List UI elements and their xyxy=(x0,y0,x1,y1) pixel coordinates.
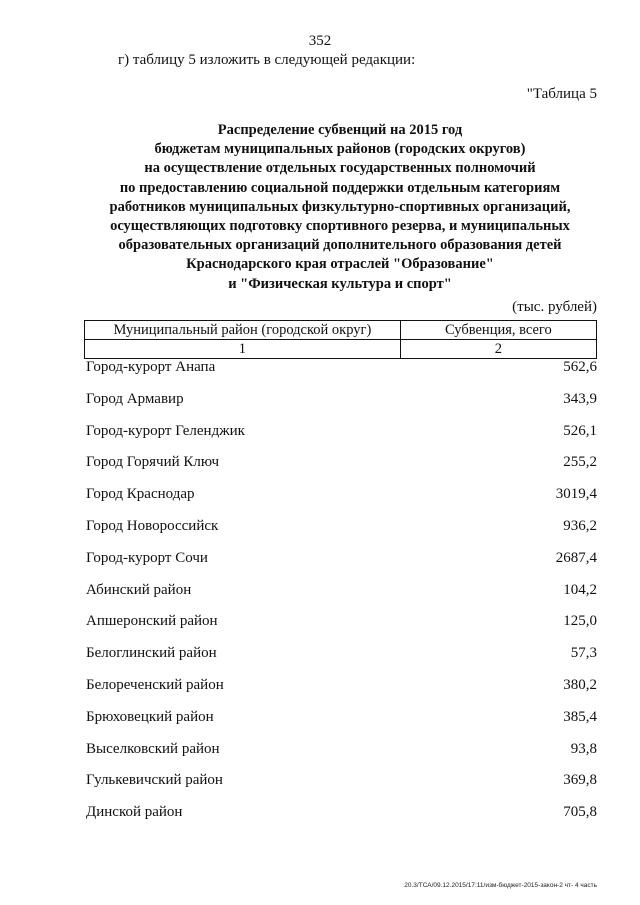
subvention-value: 380,2 xyxy=(563,676,597,693)
table-row xyxy=(84,772,597,804)
subvention-value: 255,2 xyxy=(563,454,597,471)
table-row xyxy=(84,423,597,455)
footer-stamp: 20.3/ТСА/09.12.2015/17:11/изм-бюджет-2015-закон-2 чт- 4 часть xyxy=(404,882,597,889)
table-row xyxy=(84,518,597,550)
subvention-value: 369,8 xyxy=(563,772,597,789)
district-name: Город Горячий Ключ xyxy=(86,454,220,471)
table-header xyxy=(84,320,597,359)
district-name: Брюховецкий район xyxy=(86,708,214,725)
table-row xyxy=(84,804,597,836)
district-name: Белореченский район xyxy=(86,676,224,693)
district-name: Белоглинский район xyxy=(86,645,217,662)
table-body xyxy=(84,359,597,836)
table-row xyxy=(84,645,597,677)
title-line: бюджетам муниципальных районов (городских округов) xyxy=(154,141,526,158)
district-name: Город Армавир xyxy=(86,390,184,407)
table-row xyxy=(84,391,597,423)
title-line: и "Физическая культура и спорт" xyxy=(228,275,452,292)
column-number-row xyxy=(85,339,596,358)
header-subvention: Субвенция, всего xyxy=(400,321,596,339)
district-name: Динской район xyxy=(86,804,183,821)
district-name: Город Новороссийск xyxy=(86,517,219,534)
title-line: на осуществление отдельных государственных полномочий xyxy=(144,160,536,177)
district-name: Гулькевичский район xyxy=(86,772,223,789)
title-line: образовательных организаций дополнительного образования детей xyxy=(118,237,562,254)
subvention-value: 3019,4 xyxy=(555,486,597,503)
table-title xyxy=(80,121,600,294)
subvention-value: 57,3 xyxy=(570,645,597,662)
subvention-value: 705,8 xyxy=(563,804,597,821)
table-row xyxy=(84,677,597,709)
page-number: 352 xyxy=(308,33,332,49)
subvention-value: 343,9 xyxy=(563,390,597,407)
title-line: Краснодарского края отраслей "Образование" xyxy=(186,256,494,273)
column-number-2: 2 xyxy=(400,340,596,358)
table-row xyxy=(84,709,597,741)
units-label: (тыс. рублей) xyxy=(512,299,597,315)
table-row xyxy=(84,582,597,614)
district-name: Абинский район xyxy=(86,581,192,598)
district-name: Апшеронский район xyxy=(86,613,218,630)
header-row xyxy=(85,321,596,339)
district-name: Город-курорт Геленджик xyxy=(86,422,245,439)
column-number-1: 1 xyxy=(238,341,246,357)
subvention-value: 562,6 xyxy=(563,359,597,375)
table-row xyxy=(84,613,597,645)
table-row xyxy=(84,359,597,391)
subvention-value: 2687,4 xyxy=(555,549,597,566)
subvention-value: 125,0 xyxy=(563,613,597,630)
title-line: работников муниципальных физкультурно-спортивных организаций, xyxy=(109,198,571,215)
data-table xyxy=(84,320,597,836)
title-line: Распределение субвенций на 2015 год xyxy=(217,122,463,138)
table-reference: "Таблица 5 xyxy=(526,86,597,102)
title-line: по предоставлению социальной поддержки отдельным категориям xyxy=(119,179,561,196)
table-row xyxy=(84,486,597,518)
table-row xyxy=(84,741,597,773)
title-line: осуществляющих подготовку спортивного резерва, и муниципальных xyxy=(110,218,570,235)
district-name: Город-курорт Сочи xyxy=(86,549,208,566)
district-name: Город-курорт Анапа xyxy=(86,359,216,375)
subvention-value: 526,1 xyxy=(563,422,597,439)
subvention-value: 93,8 xyxy=(570,740,597,757)
table-row xyxy=(84,454,597,486)
district-name: Выселковский район xyxy=(86,740,220,757)
subvention-value: 385,4 xyxy=(563,708,597,725)
subvention-value: 104,2 xyxy=(563,581,597,598)
header-district: Муниципальный район (городской округ) xyxy=(113,322,372,338)
subvention-value: 936,2 xyxy=(563,517,597,534)
table-row xyxy=(84,550,597,582)
intro-text: г) таблицу 5 изложить в следующей редакции: xyxy=(118,52,416,68)
district-name: Город Краснодар xyxy=(86,486,195,503)
